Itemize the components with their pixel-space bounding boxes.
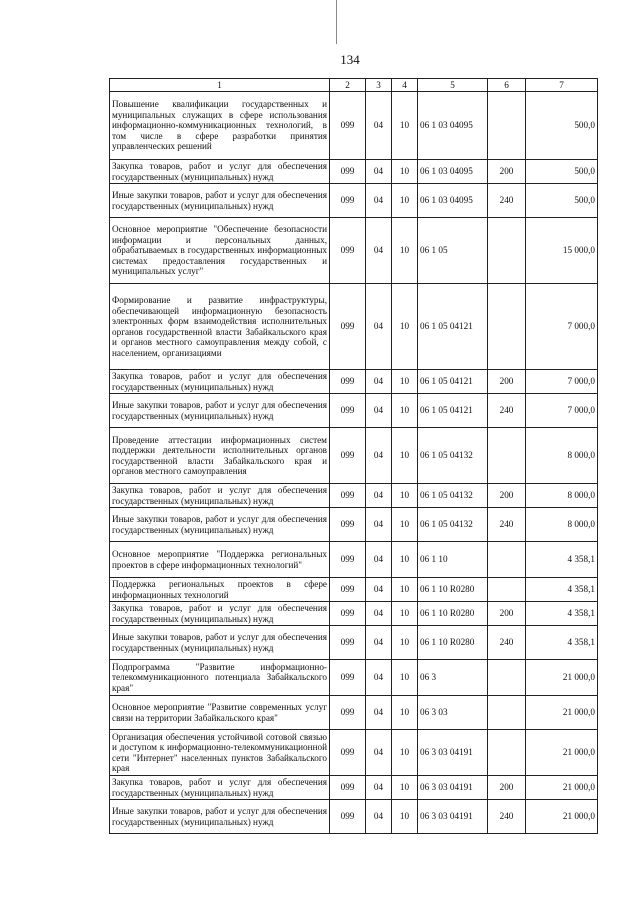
row-name: Основное мероприятие "Обеспечение безопасности информации и персональных данных, обрабатываемых в государственных информационных системах предоставления государственных и муниципальных услуг" — [110, 218, 330, 284]
row-subsection: 10 — [392, 160, 418, 184]
budget-table — [109, 78, 598, 834]
row-subsection: 10 — [392, 730, 418, 776]
row-section: 04 — [366, 578, 392, 602]
row-expense-type: 200 — [488, 776, 526, 800]
row-amount: 7 000,0 — [526, 284, 598, 370]
row-subsection: 10 — [392, 800, 418, 834]
row-name: Иные закупки товаров, работ и услуг для обеспечения государственных (муниципальных) нужд — [110, 508, 330, 542]
row-amount: 500,0 — [526, 92, 598, 160]
row-section: 04 — [366, 602, 392, 626]
row-target-code: 06 3 03 04191 — [418, 776, 488, 800]
table-row — [110, 626, 598, 660]
row-amount: 4 358,1 — [526, 602, 598, 626]
row-admin-code: 099 — [330, 660, 366, 696]
row-section: 04 — [366, 394, 392, 428]
row-target-code: 06 3 03 04191 — [418, 800, 488, 834]
row-admin-code: 099 — [330, 184, 366, 218]
row-target-code: 06 1 10 R0280 — [418, 626, 488, 660]
table-row — [110, 696, 598, 730]
row-admin-code: 099 — [330, 602, 366, 626]
row-expense-type: 240 — [488, 800, 526, 834]
row-name: Основное мероприятие "Поддержка региональных проектов в сфере информационных технологий" — [110, 542, 330, 578]
row-section: 04 — [366, 484, 392, 508]
row-name: Иные закупки товаров, работ и услуг для обеспечения государственных (муниципальных) нужд — [110, 626, 330, 660]
row-amount: 8 000,0 — [526, 508, 598, 542]
row-expense-type: 200 — [488, 370, 526, 394]
row-expense-type: 200 — [488, 160, 526, 184]
row-target-code: 06 1 05 — [418, 218, 488, 284]
row-section: 04 — [366, 92, 392, 160]
row-amount: 15 000,0 — [526, 218, 598, 284]
header-col-1: 1 — [110, 79, 330, 92]
row-name: Закупка товаров, работ и услуг для обеспечения государственных (муниципальных) нужд — [110, 370, 330, 394]
page-edge-line — [336, 0, 337, 44]
row-target-code: 06 1 03 04095 — [418, 92, 488, 160]
row-section: 04 — [366, 508, 392, 542]
table-header-row — [110, 79, 598, 92]
row-expense-type — [488, 730, 526, 776]
row-name: Подпрограмма "Развитие информационно-телекоммуникационного потенциала Забайкальского края" — [110, 660, 330, 696]
row-section: 04 — [366, 284, 392, 370]
row-name: Проведение аттестации информационных систем поддержки деятельности исполнительных органов государственной власти Забайкальского края и органов местного самоуправления — [110, 428, 330, 484]
row-section: 04 — [366, 776, 392, 800]
row-amount: 21 000,0 — [526, 660, 598, 696]
header-col-4: 4 — [392, 79, 418, 92]
row-name: Иные закупки товаров, работ и услуг для обеспечения государственных (муниципальных) нужд — [110, 184, 330, 218]
row-name: Организация обеспечения устойчивой сотовой связью и доступом к информационно-телекоммуникационной сети "Интернет" населенных пунктов Забайкальского края — [110, 730, 330, 776]
row-admin-code: 099 — [330, 428, 366, 484]
table-row — [110, 428, 598, 484]
row-target-code: 06 1 10 R0280 — [418, 578, 488, 602]
row-amount: 500,0 — [526, 184, 598, 218]
row-section: 04 — [366, 542, 392, 578]
row-admin-code: 099 — [330, 218, 366, 284]
row-expense-type — [488, 696, 526, 730]
row-subsection: 10 — [392, 184, 418, 218]
row-subsection: 10 — [392, 394, 418, 428]
row-name: Поддержка региональных проектов в сфере информационных технологий — [110, 578, 330, 602]
row-target-code: 06 1 05 04121 — [418, 284, 488, 370]
row-admin-code: 099 — [330, 394, 366, 428]
row-section: 04 — [366, 800, 392, 834]
row-section: 04 — [366, 696, 392, 730]
row-amount: 4 358,1 — [526, 626, 598, 660]
table-row — [110, 484, 598, 508]
table-row — [110, 542, 598, 578]
row-section: 04 — [366, 370, 392, 394]
table-row — [110, 370, 598, 394]
row-subsection: 10 — [392, 284, 418, 370]
row-target-code: 06 1 03 04095 — [418, 184, 488, 218]
row-admin-code: 099 — [330, 776, 366, 800]
row-admin-code: 099 — [330, 800, 366, 834]
row-expense-type — [488, 578, 526, 602]
row-name: Закупка товаров, работ и услуг для обеспечения государственных (муниципальных) нужд — [110, 602, 330, 626]
row-section: 04 — [366, 160, 392, 184]
row-admin-code: 099 — [330, 484, 366, 508]
row-amount: 21 000,0 — [526, 696, 598, 730]
row-amount: 500,0 — [526, 160, 598, 184]
row-amount: 21 000,0 — [526, 730, 598, 776]
row-target-code: 06 1 05 04132 — [418, 508, 488, 542]
table-row — [110, 578, 598, 602]
row-section: 04 — [366, 626, 392, 660]
row-name: Повышение квалификации государственных и муниципальных служащих в сфере использования информационно-коммуникационных технологий, в том числе в сфере разработки принятия управленческих решений — [110, 92, 330, 160]
header-col-2: 2 — [330, 79, 366, 92]
row-admin-code: 099 — [330, 542, 366, 578]
row-name: Формирование и развитие инфраструктуры, обеспечивающей информационную безопасность электронных форм взаимодействия исполнительных органов государственной власти Забайкальского края и органов местного самоуправления между собой, с населением, организациями — [110, 284, 330, 370]
row-target-code: 06 3 03 04191 — [418, 730, 488, 776]
row-name: Основное мероприятие "Развитие современных услуг связи на территории Забайкальского края" — [110, 696, 330, 730]
row-admin-code: 099 — [330, 92, 366, 160]
row-section: 04 — [366, 660, 392, 696]
row-target-code: 06 1 10 — [418, 542, 488, 578]
row-amount: 4 358,1 — [526, 578, 598, 602]
row-admin-code: 099 — [330, 696, 366, 730]
row-subsection: 10 — [392, 660, 418, 696]
header-col-7: 7 — [526, 79, 598, 92]
row-admin-code: 099 — [330, 626, 366, 660]
page-number: 134 — [340, 52, 360, 67]
row-target-code: 06 1 05 04121 — [418, 394, 488, 428]
row-subsection: 10 — [392, 508, 418, 542]
table-row — [110, 92, 598, 160]
row-amount: 4 358,1 — [526, 542, 598, 578]
header-col-5: 5 — [418, 79, 488, 92]
row-expense-type: 240 — [488, 184, 526, 218]
row-target-code: 06 1 05 04121 — [418, 370, 488, 394]
row-admin-code: 099 — [330, 370, 366, 394]
row-expense-type — [488, 428, 526, 484]
row-amount: 21 000,0 — [526, 776, 598, 800]
table-row — [110, 218, 598, 284]
row-amount: 8 000,0 — [526, 484, 598, 508]
row-section: 04 — [366, 218, 392, 284]
table-row — [110, 602, 598, 626]
row-name: Иные закупки товаров, работ и услуг для обеспечения государственных (муниципальных) нужд — [110, 394, 330, 428]
row-target-code: 06 1 05 04132 — [418, 484, 488, 508]
table-row — [110, 394, 598, 428]
table-row — [110, 184, 598, 218]
row-name: Закупка товаров, работ и услуг для обеспечения государственных (муниципальных) нужд — [110, 160, 330, 184]
row-target-code: 06 1 10 R0280 — [418, 602, 488, 626]
row-section: 04 — [366, 184, 392, 218]
row-section: 04 — [366, 730, 392, 776]
row-target-code: 06 3 03 — [418, 696, 488, 730]
row-subsection: 10 — [392, 218, 418, 284]
header-col-6: 6 — [488, 79, 526, 92]
row-target-code: 06 3 — [418, 660, 488, 696]
table-row — [110, 508, 598, 542]
row-admin-code: 099 — [330, 160, 366, 184]
table-row — [110, 660, 598, 696]
row-subsection: 10 — [392, 484, 418, 508]
row-amount: 21 000,0 — [526, 800, 598, 834]
row-amount: 7 000,0 — [526, 394, 598, 428]
table-row — [110, 284, 598, 370]
row-subsection: 10 — [392, 578, 418, 602]
row-subsection: 10 — [392, 542, 418, 578]
row-subsection: 10 — [392, 428, 418, 484]
row-section: 04 — [366, 428, 392, 484]
row-expense-type: 240 — [488, 394, 526, 428]
row-expense-type — [488, 660, 526, 696]
row-name: Закупка товаров, работ и услуг для обеспечения государственных (муниципальных) нужд — [110, 484, 330, 508]
row-expense-type — [488, 218, 526, 284]
row-subsection: 10 — [392, 696, 418, 730]
row-admin-code: 099 — [330, 578, 366, 602]
row-target-code: 06 1 03 04095 — [418, 160, 488, 184]
row-subsection: 10 — [392, 776, 418, 800]
row-expense-type: 240 — [488, 626, 526, 660]
row-admin-code: 099 — [330, 284, 366, 370]
row-expense-type — [488, 542, 526, 578]
header-col-3: 3 — [366, 79, 392, 92]
row-admin-code: 099 — [330, 730, 366, 776]
row-subsection: 10 — [392, 602, 418, 626]
row-amount: 8 000,0 — [526, 428, 598, 484]
row-expense-type: 200 — [488, 602, 526, 626]
row-name: Закупка товаров, работ и услуг для обеспечения государственных (муниципальных) нужд — [110, 776, 330, 800]
row-expense-type — [488, 284, 526, 370]
row-expense-type: 200 — [488, 484, 526, 508]
row-expense-type: 240 — [488, 508, 526, 542]
table-row — [110, 160, 598, 184]
table-row — [110, 800, 598, 834]
table-row — [110, 776, 598, 800]
row-subsection: 10 — [392, 626, 418, 660]
row-target-code: 06 1 05 04132 — [418, 428, 488, 484]
row-admin-code: 099 — [330, 508, 366, 542]
row-subsection: 10 — [392, 92, 418, 160]
row-subsection: 10 — [392, 370, 418, 394]
table-row — [110, 730, 598, 776]
row-name: Иные закупки товаров, работ и услуг для обеспечения государственных (муниципальных) нужд — [110, 800, 330, 834]
row-amount: 7 000,0 — [526, 370, 598, 394]
row-expense-type — [488, 92, 526, 160]
